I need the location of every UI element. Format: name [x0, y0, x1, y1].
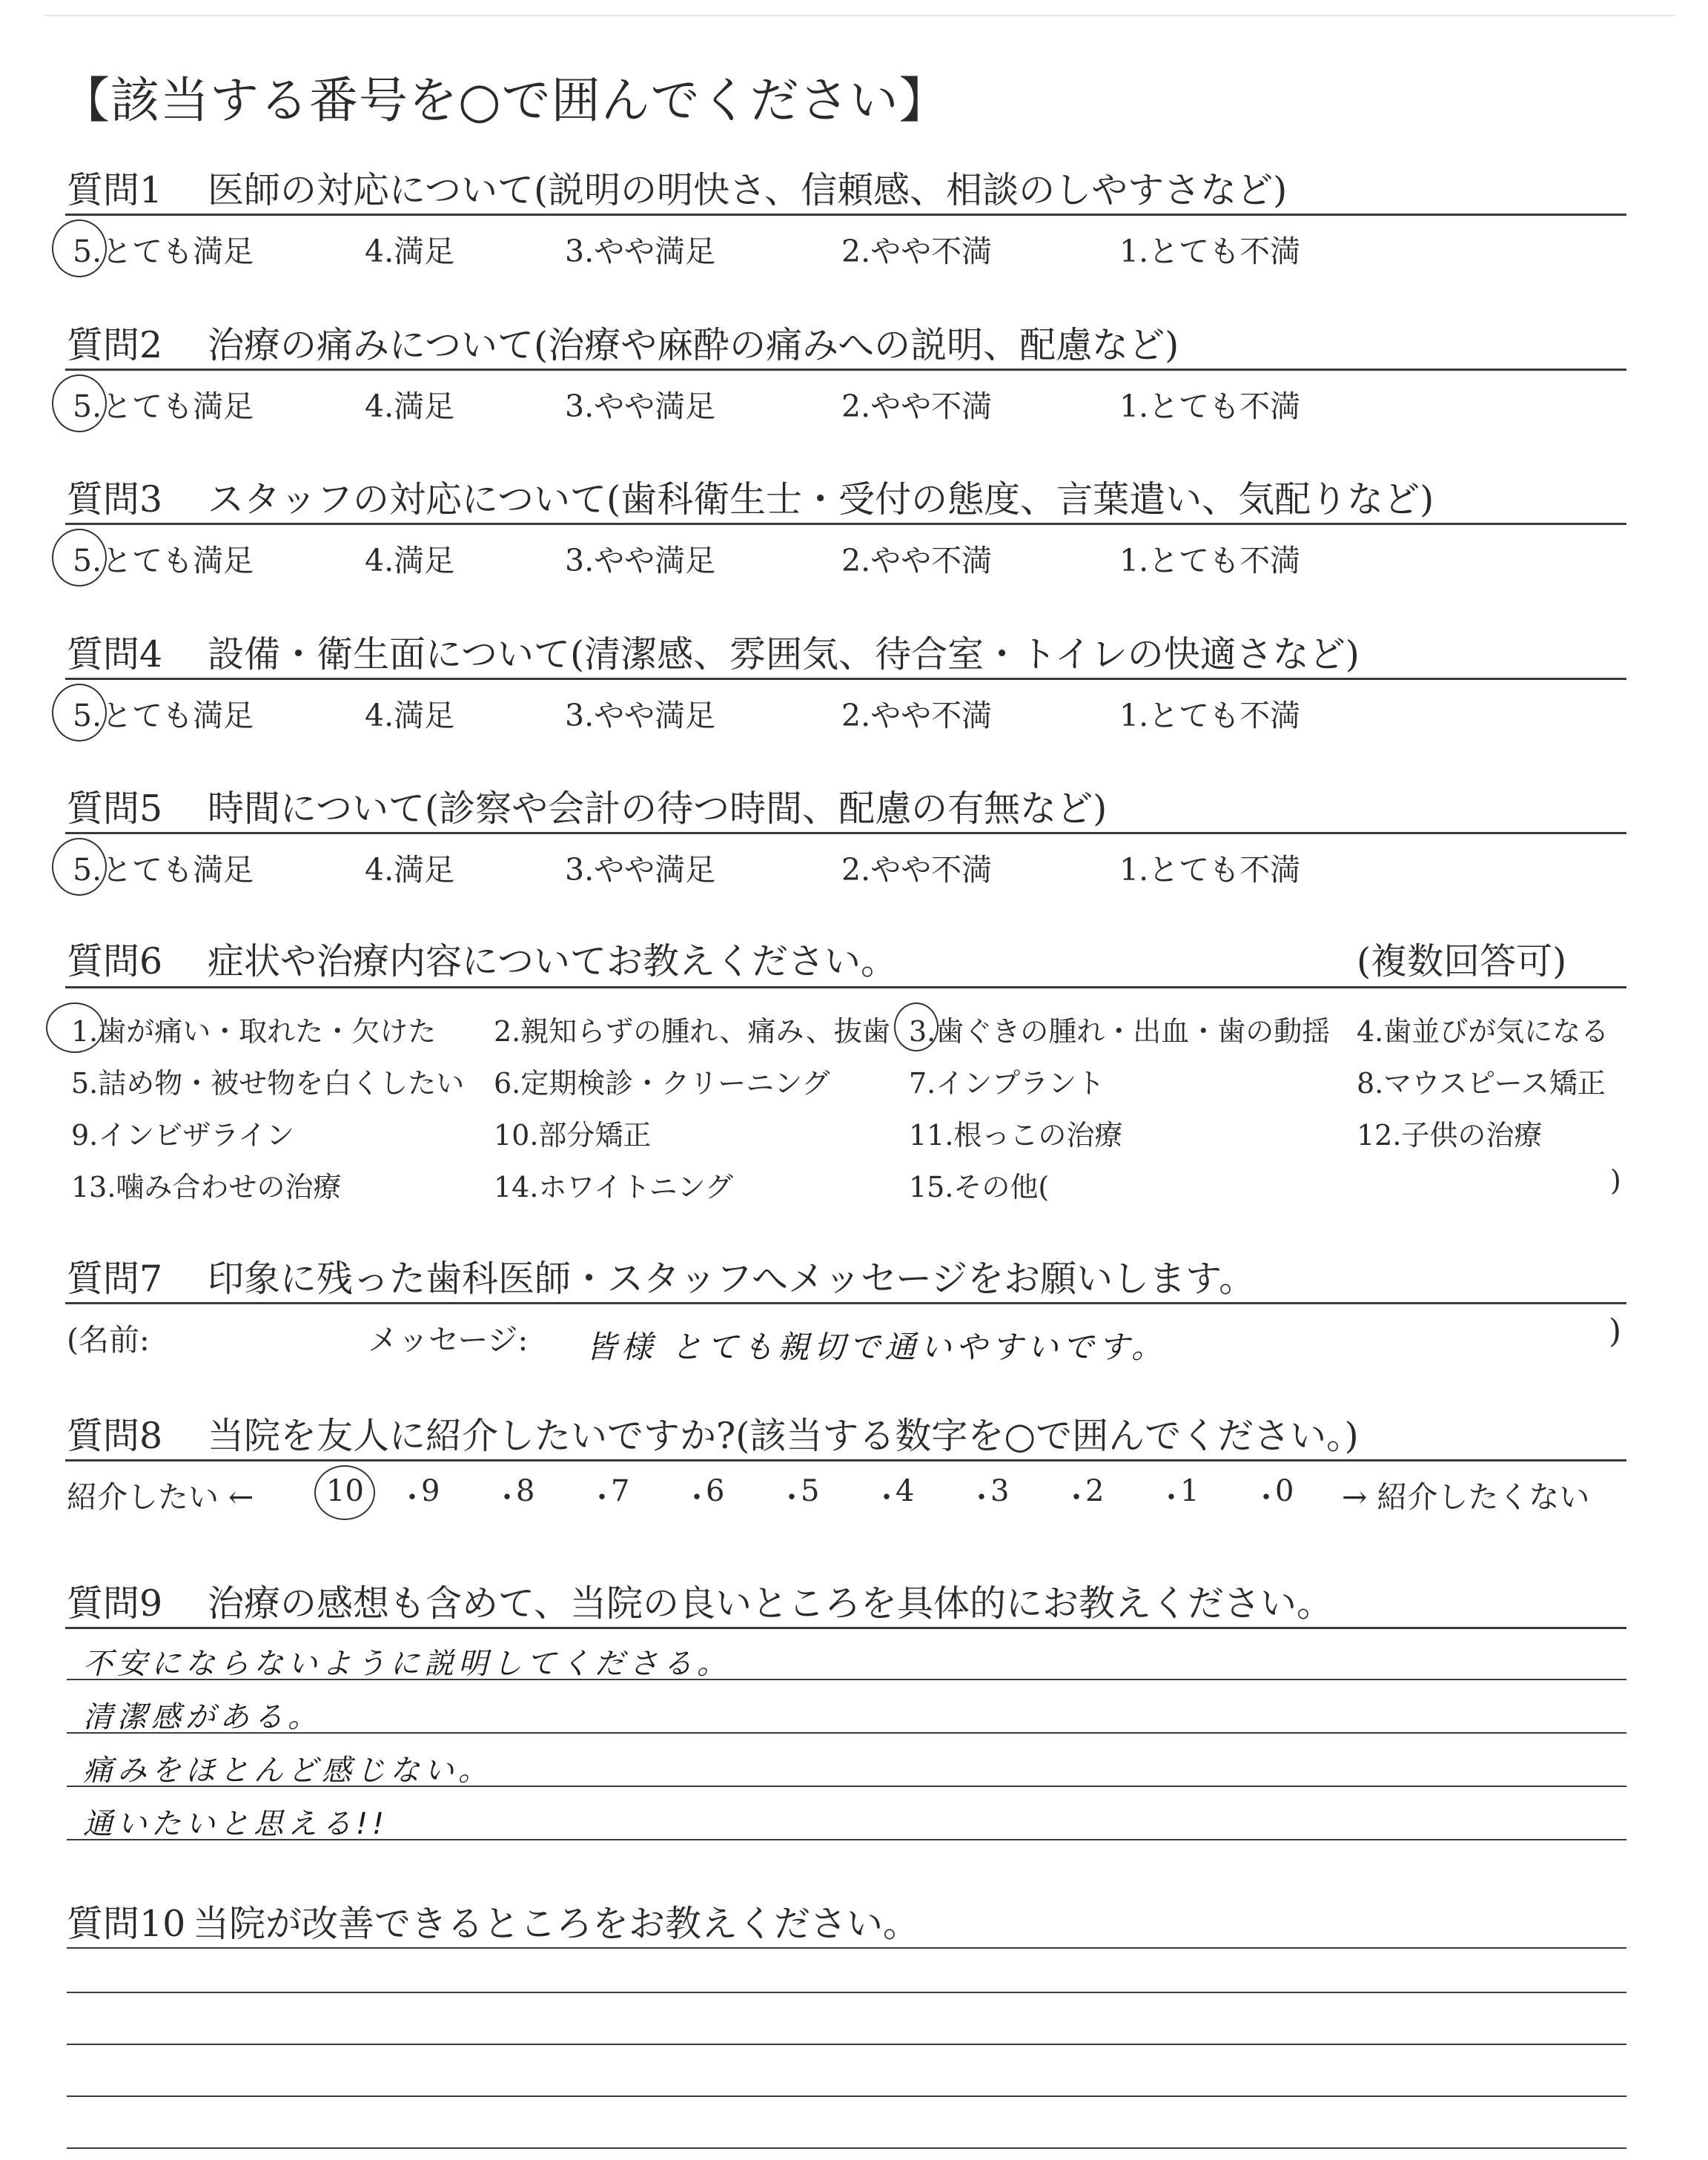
selection-circle — [52, 219, 107, 277]
symptom-option-13[interactable]: 13.噛み合わせの治療 — [71, 1171, 342, 1203]
question-3-option-5[interactable]: 5.とても満足 — [73, 543, 254, 578]
question-1-option-4[interactable]: 4.満足 — [365, 234, 455, 269]
symptom-option-11[interactable]: 11.根っこの治療 — [909, 1119, 1123, 1152]
handwritten-answer-3[interactable]: 痛みをほとんど感じない。 — [83, 1754, 492, 1788]
scale-separator-dot: ・ — [492, 1481, 522, 1515]
scale-separator-dot: ・ — [587, 1481, 617, 1515]
scale-separator-dot: ・ — [682, 1481, 712, 1515]
recommend-score-9[interactable]: 9 — [421, 1474, 440, 1508]
question-3-option-2[interactable]: 2.やや不満 — [841, 543, 993, 578]
recommend-score-7[interactable]: 7 — [611, 1474, 630, 1508]
symptom-option-15[interactable]: 15.その他( — [909, 1171, 1050, 1203]
question-9-rule — [65, 1627, 1626, 1629]
blank-answer-line[interactable] — [67, 1947, 1626, 1949]
selection-circle — [52, 374, 107, 432]
question-text: 当院を友人に紹介したいですか?(該当する数字を○で囲んでください。) — [208, 1415, 1359, 1457]
selection-circle — [52, 529, 107, 587]
question-1-heading — [67, 162, 1287, 214]
question-4-rule — [65, 678, 1626, 680]
question-5-rule — [65, 832, 1626, 834]
scale-separator-dot: ・ — [872, 1481, 901, 1515]
question-2-option-1[interactable]: 1.とても不満 — [1119, 389, 1301, 424]
symptom-option-10[interactable]: 10.部分矯正 — [494, 1119, 652, 1152]
recommend-left-label: 紹介したい ← — [67, 1479, 254, 1515]
question-3-option-4[interactable]: 4.満足 — [365, 543, 455, 578]
question-3-heading — [67, 471, 1434, 523]
recommend-score-0[interactable]: 0 — [1275, 1474, 1294, 1508]
recommend-score-8[interactable]: 8 — [516, 1474, 535, 1508]
handwritten-answer-2[interactable]: 清潔感がある。 — [83, 1700, 322, 1734]
question-1-rule — [65, 214, 1626, 216]
handwritten-answer-4[interactable]: 通いたいと思える!! — [83, 1807, 389, 1841]
question-1-option-2[interactable]: 2.やや不満 — [841, 234, 993, 269]
symptom-option-9[interactable]: 9.インビザライン — [71, 1119, 295, 1152]
question-4-option-4[interactable]: 4.満足 — [365, 698, 455, 733]
question-text: 医師の対応について(説明の明快さ、信頼感、相談のしやすさなど) — [208, 169, 1288, 211]
recommend-score-1[interactable]: 1 — [1180, 1474, 1199, 1508]
question-10-heading — [67, 1895, 919, 1947]
question-1-option-1[interactable]: 1.とても不満 — [1119, 234, 1301, 269]
scale-separator-dot: ・ — [1156, 1481, 1186, 1515]
symptom-option-1[interactable]: 1.歯が痛い・取れた・欠けた — [71, 1015, 437, 1048]
recommend-score-5[interactable]: 5 — [801, 1474, 820, 1508]
recommend-score-4[interactable]: 4 — [896, 1474, 915, 1508]
question-3-rule — [65, 523, 1626, 525]
question-2-option-4[interactable]: 4.満足 — [365, 389, 455, 424]
selection-circle-10 — [314, 1465, 375, 1520]
question-number: 質問10 — [67, 1903, 186, 1945]
question-text: 時間について(診察や会計の待つ時間、配慮の有無など) — [208, 787, 1108, 830]
recommend-score-3[interactable]: 3 — [990, 1474, 1010, 1508]
multiple-answer-note: (複数回答可) — [1357, 940, 1567, 982]
recommend-score-2[interactable]: 2 — [1085, 1474, 1105, 1508]
question-1-option-5[interactable]: 5.とても満足 — [73, 234, 254, 269]
symptom-option-other-close: ) — [1610, 1164, 1621, 1197]
message-label: メッセージ: — [368, 1322, 529, 1358]
symptom-option-8[interactable]: 8.マウスピース矯正 — [1357, 1067, 1606, 1100]
question-1-option-3[interactable]: 3.やや満足 — [565, 234, 716, 269]
selection-circle — [52, 684, 107, 742]
question-2-option-5[interactable]: 5.とても満足 — [73, 389, 254, 424]
scale-separator-dot: ・ — [1251, 1481, 1281, 1515]
question-5-option-3[interactable]: 3.やや満足 — [565, 852, 716, 888]
scale-separator-dot: ・ — [1062, 1481, 1091, 1515]
question-2-option-3[interactable]: 3.やや満足 — [565, 389, 716, 424]
selection-circle — [52, 838, 107, 896]
symptom-option-4[interactable]: 4.歯並びが気になる — [1357, 1015, 1609, 1048]
question-4-heading — [67, 626, 1360, 678]
symptom-option-7[interactable]: 7.インプラント — [909, 1067, 1105, 1100]
recommend-score-10[interactable]: 10 — [326, 1474, 364, 1508]
question-number: 質問9 — [67, 1582, 163, 1625]
blank-answer-line[interactable] — [67, 2044, 1626, 2045]
question-7-heading — [67, 1250, 1255, 1302]
page-title: 【該当する番号を○で囲んでください】 — [61, 72, 949, 129]
symptom-option-12[interactable]: 12.子供の治療 — [1357, 1119, 1543, 1152]
question-4-option-5[interactable]: 5.とても満足 — [73, 698, 254, 733]
question-6-heading — [67, 933, 897, 985]
recommend-score-6[interactable]: 6 — [706, 1474, 725, 1508]
question-8-rule — [65, 1459, 1626, 1462]
question-5-option-1[interactable]: 1.とても不満 — [1119, 852, 1301, 888]
question-text: 設備・衛生面について(清潔感、雰囲気、待合室・トイレの快適さなど) — [208, 633, 1360, 676]
question-number: 質問3 — [67, 478, 163, 521]
selection-circle-1 — [46, 1003, 104, 1053]
question-number: 質問1 — [67, 169, 163, 211]
question-7-rule — [65, 1302, 1626, 1304]
question-5-option-4[interactable]: 4.満足 — [365, 852, 455, 888]
question-2-rule — [65, 369, 1626, 371]
blank-answer-line[interactable] — [67, 2147, 1626, 2149]
scale-separator-dot: ・ — [397, 1481, 427, 1515]
top-border — [44, 15, 1675, 16]
question-5-option-2[interactable]: 2.やや不満 — [841, 852, 993, 888]
symptom-option-5[interactable]: 5.詰め物・被せ物を白くしたい — [71, 1067, 465, 1100]
question-4-option-1[interactable]: 1.とても不満 — [1119, 698, 1301, 733]
symptom-option-2[interactable]: 2.親知らずの腫れ、痛み、抜歯 — [494, 1015, 890, 1048]
question-2-option-2[interactable]: 2.やや不満 — [841, 389, 993, 424]
scale-separator-dot: ・ — [967, 1481, 996, 1515]
question-number: 質問4 — [67, 633, 163, 676]
blank-answer-line[interactable] — [67, 1992, 1626, 1993]
handwritten-answer-1[interactable]: 不安にならないように説明してくださる。 — [83, 1647, 731, 1681]
question-5-option-5[interactable]: 5.とても満足 — [73, 852, 254, 888]
question-9-heading — [67, 1575, 1333, 1627]
question-number: 質問8 — [67, 1415, 163, 1457]
question-4-option-3[interactable]: 3.やや満足 — [565, 698, 716, 733]
question-text: 治療の痛みについて(治療や麻酔の痛みへの説明、配慮など) — [208, 324, 1179, 366]
recommend-right-label: → 紹介したくない — [1342, 1479, 1590, 1515]
symptom-option-3[interactable]: 3.歯ぐきの腫れ・出血・歯の動揺 — [909, 1015, 1331, 1048]
blank-answer-line[interactable] — [67, 2095, 1626, 2097]
handwritten-message[interactable]: 皆様 とても親切で通いやすいです。 — [586, 1329, 1167, 1365]
selection-circle-3 — [894, 1003, 939, 1051]
question-2-heading — [67, 317, 1179, 369]
symptom-option-14[interactable]: 14.ホワイトニング — [494, 1171, 734, 1203]
question-3-option-3[interactable]: 3.やや満足 — [565, 543, 716, 578]
question-number: 質問7 — [67, 1258, 163, 1300]
question-3-option-1[interactable]: 1.とても不満 — [1119, 543, 1301, 578]
question-4-option-2[interactable]: 2.やや不満 — [841, 698, 993, 733]
question-text: スタッフの対応について(歯科衛生士・受付の態度、言葉遣い、気配りなど) — [208, 478, 1434, 521]
question-number: 質問2 — [67, 324, 163, 366]
question-text: 印象に残った歯科医師・スタッフへメッセージをお願いします。 — [208, 1258, 1256, 1300]
question-number: 質問6 — [67, 940, 163, 982]
question-text: 治療の感想も含めて、当院の良いところを具体的にお教えください。 — [208, 1582, 1334, 1625]
question-text: 症状や治療内容についてお教えください。 — [208, 940, 898, 982]
question-6-rule — [65, 986, 1626, 988]
question-text: 当院が改善できるところをお教えください。 — [193, 1903, 920, 1945]
question-5-heading — [67, 780, 1107, 832]
question-number: 質問5 — [67, 787, 163, 830]
symptom-option-6[interactable]: 6.定期検診・クリーニング — [494, 1067, 830, 1100]
question-8-heading — [67, 1407, 1359, 1459]
name-label: (名前: — [67, 1322, 150, 1358]
message-close-paren: ) — [1609, 1312, 1622, 1350]
scale-separator-dot: ・ — [777, 1481, 807, 1515]
